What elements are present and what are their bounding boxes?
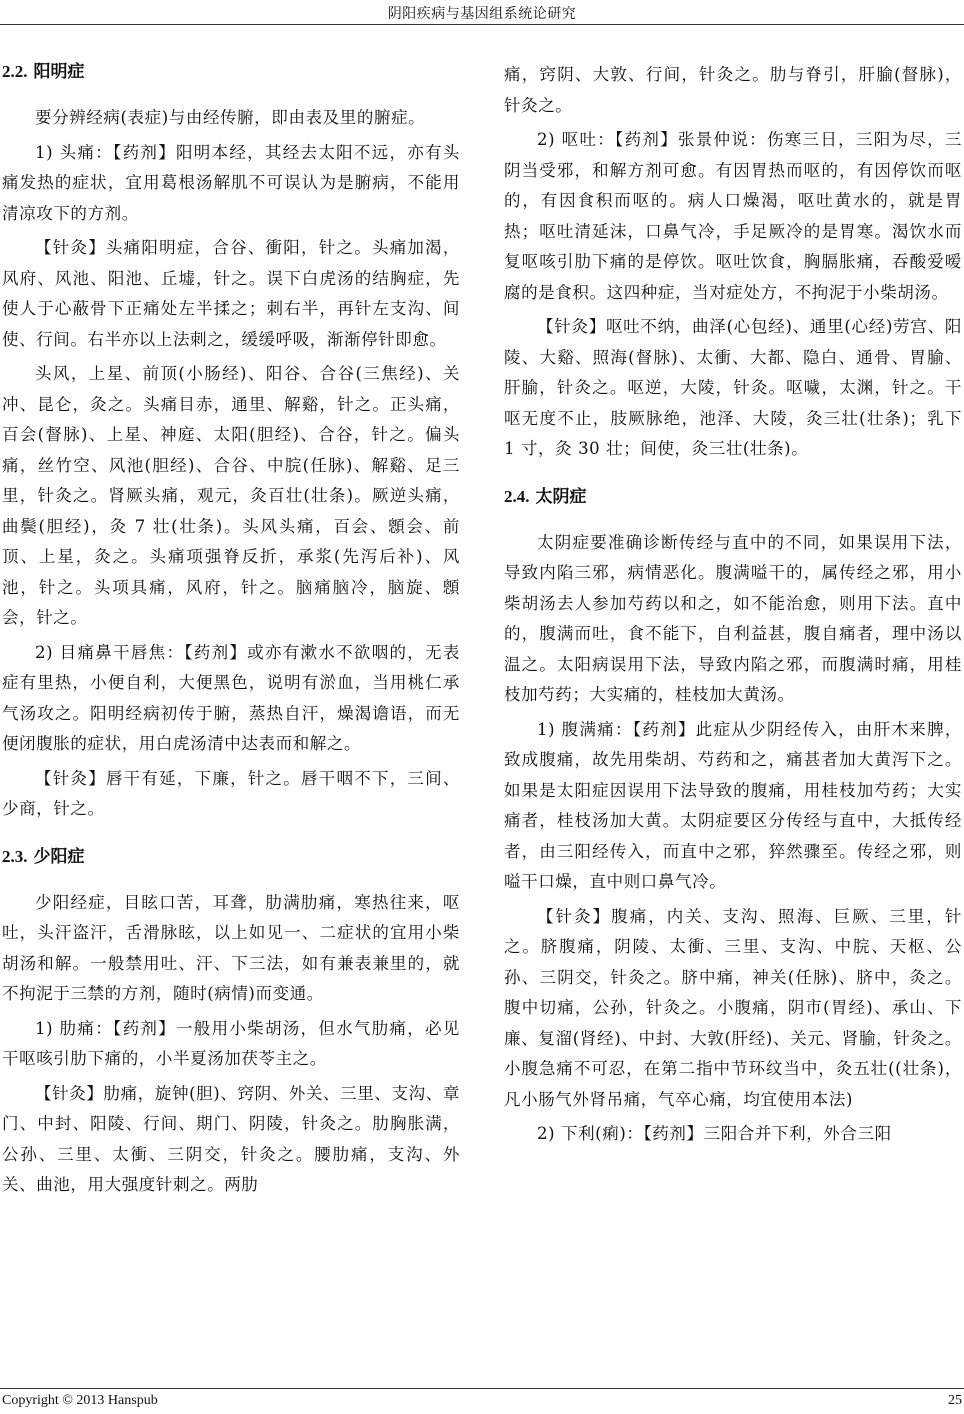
paragraph: 1) 腹满痛：【药剂】此症从少阴经传入，由肝木来脾，致成腹痛，故先用柴胡、芍药和之，痛甚者加大黄泻下之。如果是太阳症因误用下法导致的腹痛，用桂枝加芍药；大实痛者，桂枝汤加大黄。太阴症要区分传经与直中，大抵传经者，由三阳经传入，而直中之邪，猝然骤至。传经之邪，则嗌干口燥，直中则口鼻气冷。 (504, 719, 962, 891)
paragraph: 1) 肋痛：【药剂】一般用小柴胡汤，但水气肋痛，必见干呕咳引肋下痛的，小半夏汤加茯苓主之。 (2, 1018, 460, 1068)
footer-rule (0, 1388, 964, 1389)
paragraph: 【针灸】头痛阳明症，合谷、衝阳，针之。头痛加渴，风府、风池、阳池、丘墟，针之。误下白虎汤的结胸症，先使人于心蔽骨下正痛处左半揉之；刺右半，再针左支沟、间使、行间。右半亦以上法刺之，缓缓呼吸，渐渐停针即愈。 (2, 238, 460, 349)
running-header: 阴阳疾病与基因组系统论研究 (387, 6, 577, 22)
section-number: 2.2. (2, 62, 28, 81)
paragraph: 2) 呕吐：【药剂】张景仲说：伤寒三日，三阳为尽，三阴当受邪，和解方剂可愈。有因胃热而呕的，有因停饮而呕的，有因食积而呕的。病人口燥渴，呕吐黄水的，就是胃热；呕吐清延沫，口鼻气冷，手足厥冷的是胃寒。渴饮水而复呕咳引肋下痛的是停饮。呕吐饮食，胸膈胀痛，吞酸爱嗳腐的是食积。这四种症，当对症处方，不拘泥于小柴胡汤。 (504, 130, 962, 302)
section-number: 2.4. (504, 486, 530, 506)
section-title: 少阳症 (33, 846, 85, 867)
paragraph: 痛，窍阴、大敦、行间，针灸之。肋与脊引，肝腧(督脉)，针灸之。 (504, 65, 962, 115)
section-number: 2.3. (2, 846, 28, 866)
section-heading-2-4 (504, 483, 962, 511)
section-heading-2-3 (2, 843, 460, 871)
copyright-notice: Copyright © 2013 Hanspub (2, 1393, 158, 1408)
paragraph: 2) 目痛鼻干唇焦：【药剂】或亦有漱水不欲咽的，无表症有里热，小便自利，大便黑色，说明有淤血，当用桃仁承气汤攻之。阳明经病初传于腑，蒸热自汗，燥渴谵语，而无便闭腹胀的症状，用白虎汤清中达表而和解之。 (2, 642, 460, 753)
left-column (2, 58, 460, 1205)
paragraph: 头风，上星、前顶(小肠经)、阳谷、合谷(三焦经)、关冲、昆仑，灸之。头痛目赤，通里、解谿，针之。正头痛，百会(督脉)、上星、神庭、太阳(胆经)、合谷，针之。偏头痛，丝竹空、风池(胆经)、合谷、中脘(任脉)、解谿、足三里，针灸之。肾厥头痛，观元，灸百壮(壮条)。厥逆头痛，曲鬓(胆经)，灸 7 壮(壮条)。头风头痛，百会、顖会、前顶、上星，灸之。头痛项强脊反折，承浆(先泻后补)、风池，针之。头项具痛，风府，针之。脑痛脑冷，脑旋、顖会，针之。 (2, 364, 460, 627)
paragraph: 【针灸】肋痛，旋钟(胆)、窍阴、外关、三里、支沟、章门、中封、阳陵、行间、期门、阴陵，针灸之。肋胸胀满，公孙、三里、太衝、三阴交，针灸之。腰肋痛，支沟、外关、曲池，用大强度针刺之。两肋 (2, 1083, 460, 1194)
paragraph: 1) 头痛：【药剂】阳明本经，其经去太阳不远，亦有头痛发热的症状，宜用葛根汤解肌不可误认为是腑病，不能用清凉攻下的方剂。 (2, 142, 460, 223)
paragraph: 少阳经症，目眩口苦，耳聋，肋满肋痛，寒热往来，呕吐，头汗盗汗，舌滑脉眩，以上如见一、二症状的宜用小柴胡汤和解。一般禁用吐、汗、下三法，如有兼表兼里的，就不拘泥于三禁的方剂，随时(病情)而变通。 (2, 892, 460, 1003)
paragraph: 2) 下利(痢)：【药剂】三阳合并下利，外合三阳 (537, 1124, 892, 1143)
paragraph: 要分辨经病(表症)与由经传腑，即由表及里的腑症。 (35, 108, 426, 127)
page-number: 25 (948, 1393, 962, 1408)
paragraph: 【针灸】呕吐不纳，曲泽(心包经)、通里(心经)劳宫、阳陵、大谿、照海(督脉)、太衝、大都、隐白、通骨、胃腧、肝腧，针灸之。呕逆，大陵，针灸。呕噦，太渊，针之。干呕无度不止，肢厥脉绝，池泽、大陵，灸三壮(壮条)；乳下 1 寸，灸 30 壮；间使，灸三壮(壮条)。 (504, 317, 962, 458)
paragraph: 【针灸】唇干有延，下廉，针之。唇干咽不下，三间、少商，针之。 (2, 768, 460, 818)
section-heading-2-2 (2, 58, 460, 86)
section-title: 太阴症 (535, 486, 587, 507)
header-rule (0, 24, 964, 25)
paragraph: 【针灸】腹痛，内关、支沟、照海、巨厥、三里，针之。脐腹痛，阴陵、太衝、三里、支沟、中脘、天枢、公孙、三阴交，针灸之。脐中痛，神关(任脉)、脐中，灸之。腹中切痛，公孙，针灸之。小腹痛，阴市(胃经)、承山、下廉、复溜(肾经)、中封、大敦(肝经)、关元、肾腧，针灸之。小腹急痛不可忍，在第二指中节环纹当中，灸五壮((壮条)，凡小肠气外肾吊痛，气卒心痛，均宜使用本法) (504, 906, 962, 1109)
right-column (504, 60, 962, 1154)
paragraph: 太阴症要准确诊断传经与直中的不同，如果误用下法，导致内陷三邪，病情恶化。腹满嗌干的，属传经之邪，用小柴胡汤去人参加芍药以和之，如不能治愈，则用下法。直中的，腹满而吐，食不能下，自利益甚，腹自痛者，理中汤以温之。太阳病误用下法，导致内陷之邪，而腹满时痛，用桂枝加芍药；大实痛的，桂枝加大黄汤。 (504, 532, 962, 704)
section-title: 阳明症 (33, 62, 85, 82)
